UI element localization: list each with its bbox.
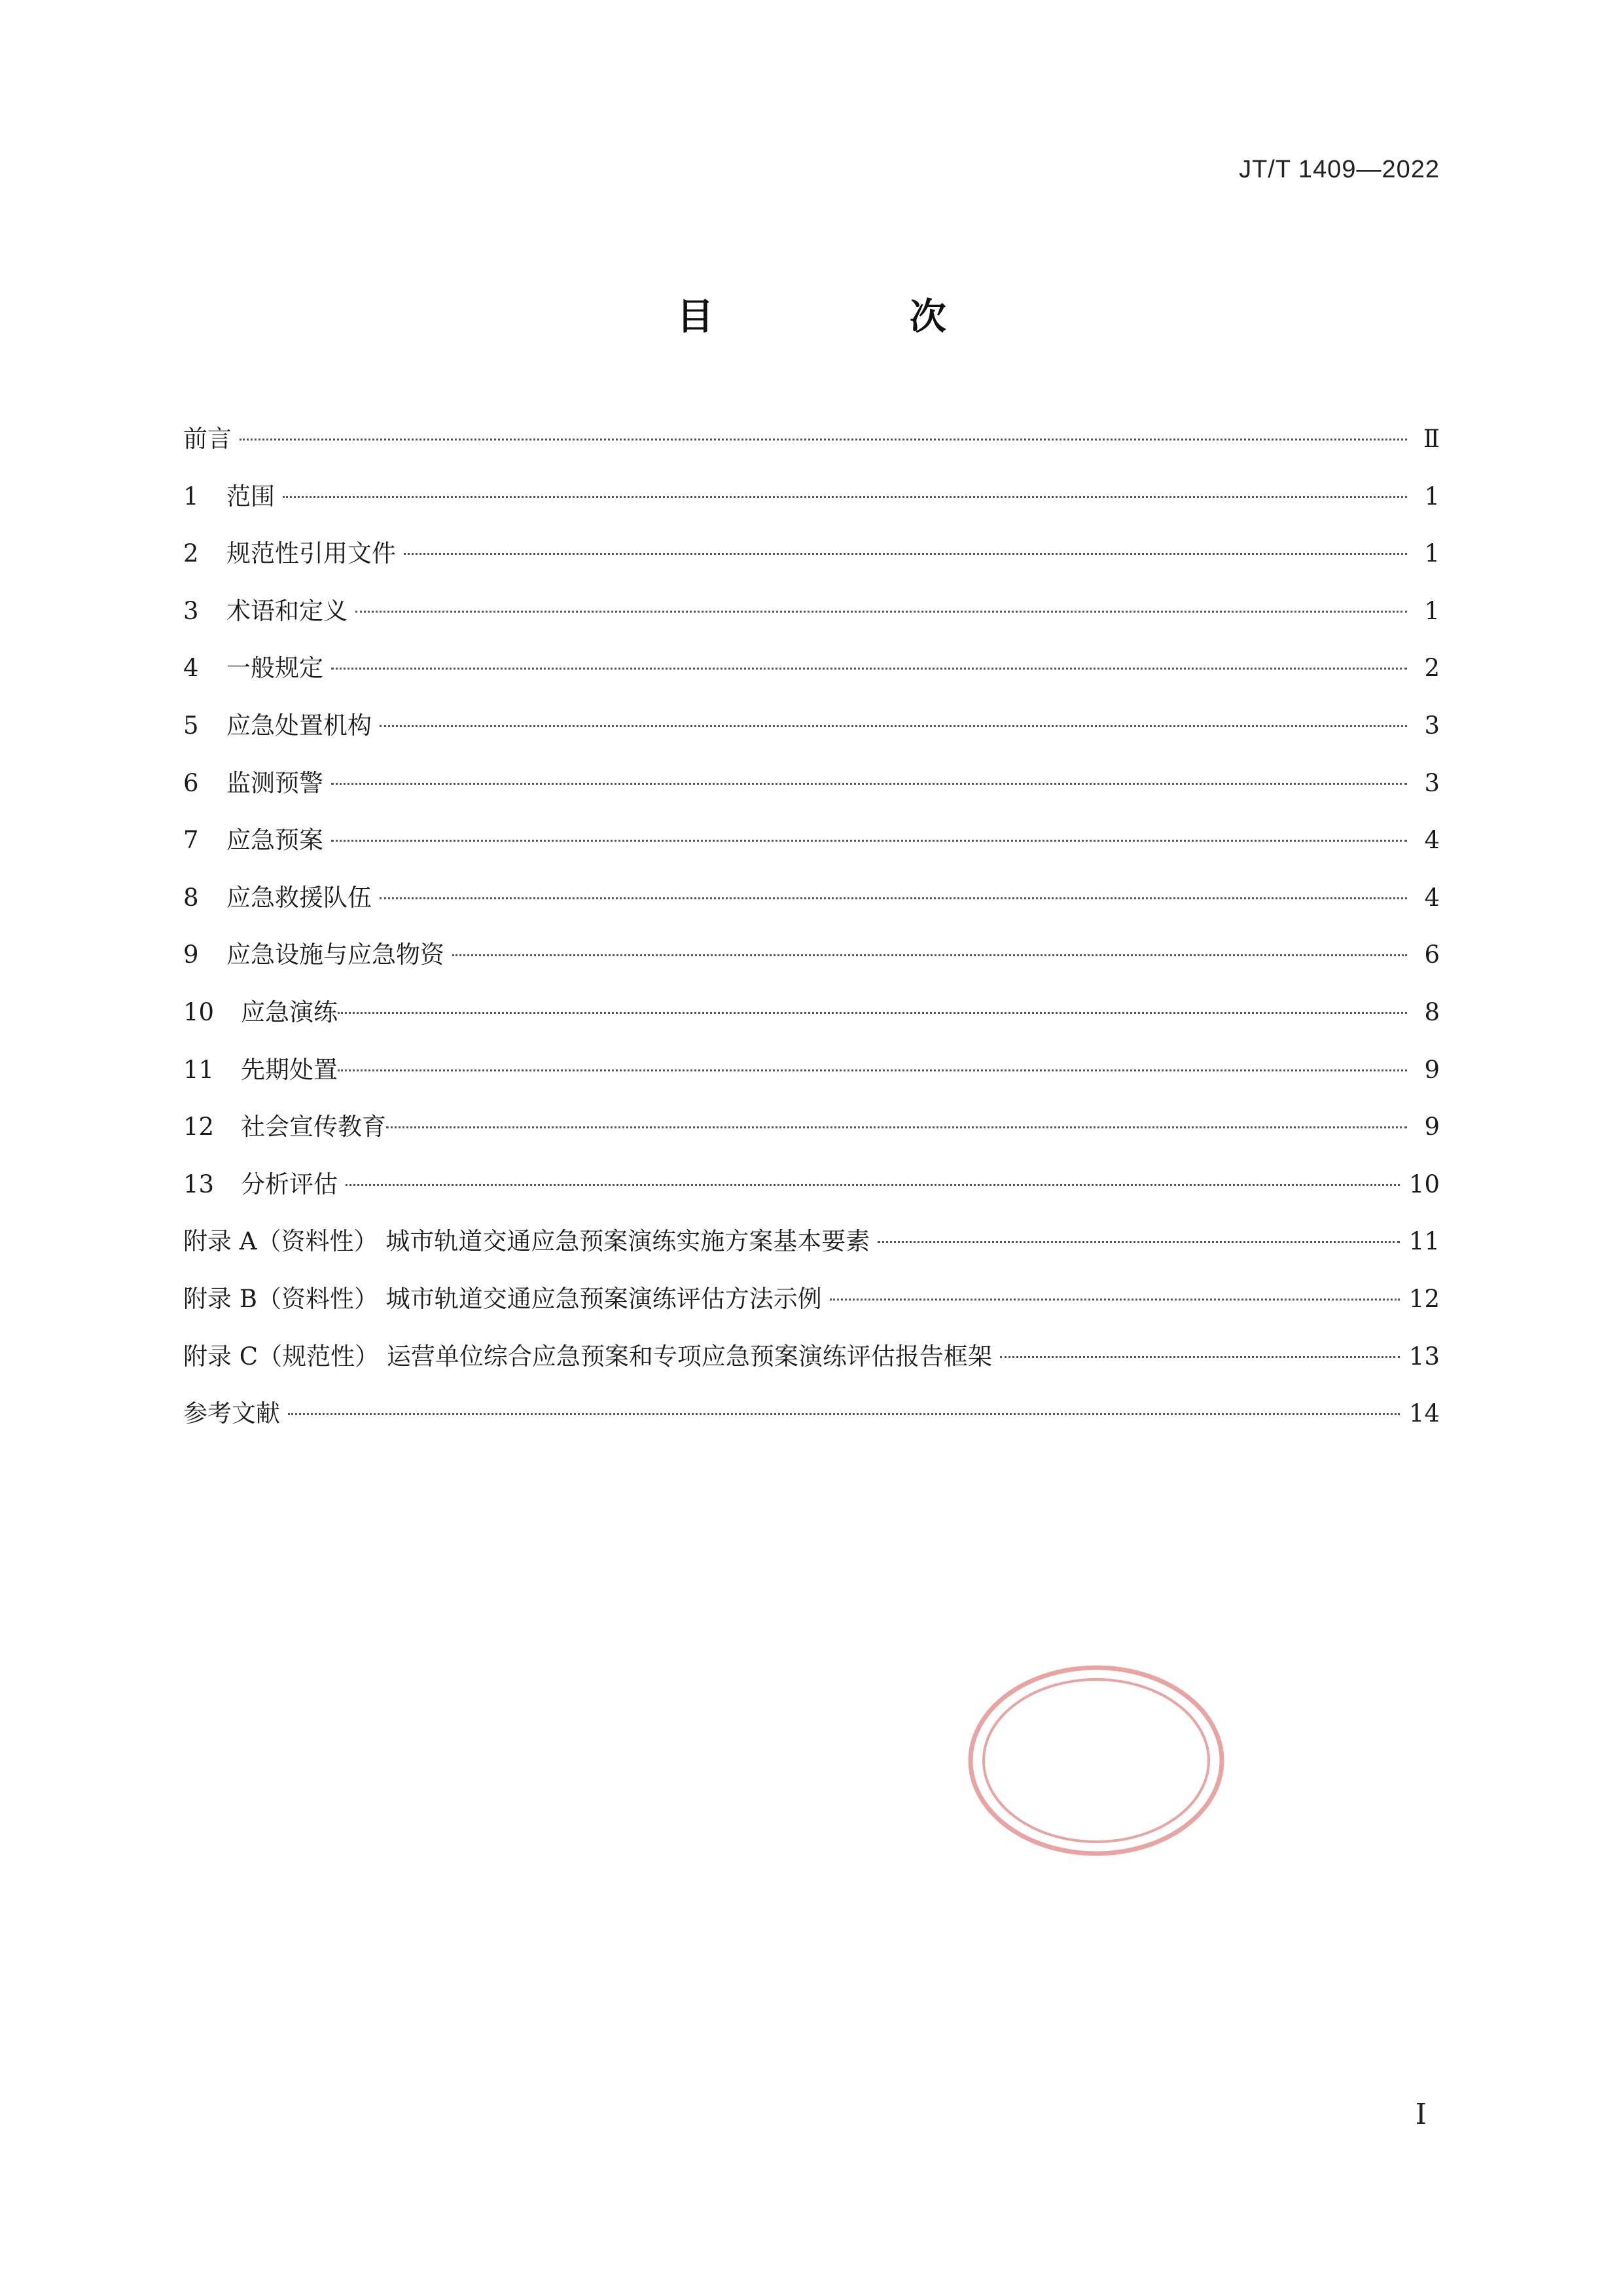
toc-entry-page: 6 — [1424, 941, 1440, 969]
toc-title: 目 次 — [677, 296, 1038, 338]
toc-entry-number: 1 — [183, 482, 199, 511]
toc-entry-page: 9 — [1424, 1113, 1440, 1141]
toc-entry-page: 2 — [1424, 654, 1440, 683]
toc-entry-number: 11 — [183, 1055, 215, 1084]
toc-entry-label: 附录 B（资料性） 城市轨道交通应急预案演练评估方法示例 — [183, 1284, 822, 1313]
toc-entry-5[interactable] — [183, 708, 1440, 766]
toc-leader-dots — [380, 897, 1407, 899]
toc-entry-bibliography[interactable] — [183, 1396, 1440, 1454]
toc-entry-label: 社会宣传教育 — [241, 1113, 386, 1141]
toc-leader-dots — [380, 725, 1407, 727]
toc-entry-preface[interactable] — [183, 422, 1440, 479]
toc-entry-page: 1 — [1424, 596, 1440, 625]
toc-entry-page: 4 — [1424, 826, 1440, 855]
toc-entry-number: 8 — [183, 883, 199, 912]
toc-leader-dots — [331, 668, 1407, 670]
toc-entry-label: 监测预警 — [226, 768, 323, 797]
toc-leader-dots — [452, 954, 1407, 956]
toc-leader-dots — [338, 1069, 1407, 1071]
toc-entry-label: 附录 A（资料性） 城市轨道交通应急预案演练实施方案基本要素 — [183, 1227, 870, 1256]
toc-entry-label: 应急救援队伍 — [226, 883, 372, 912]
toc-entry-page: 3 — [1424, 768, 1440, 797]
toc-entry-6[interactable] — [183, 766, 1440, 823]
toc-entry-number: 2 — [183, 539, 199, 568]
toc-entry-page: 10 — [1408, 1170, 1440, 1198]
toc-leader-dots — [386, 1126, 1407, 1128]
toc-entry-number: 4 — [183, 654, 199, 683]
toc-entry-label: 应急演练 — [241, 997, 338, 1026]
toc-entry-annex-b[interactable] — [183, 1282, 1440, 1339]
toc-entry-label: 范围 — [226, 482, 275, 511]
toc-entry-page: 12 — [1408, 1284, 1440, 1313]
toc-leader-dots — [1000, 1356, 1400, 1358]
toc-entry-12[interactable] — [183, 1109, 1440, 1167]
toc-leader-dots — [240, 439, 1407, 440]
toc-entry-13[interactable] — [183, 1167, 1440, 1225]
table-of-contents — [183, 422, 1440, 1454]
toc-entry-7[interactable] — [183, 823, 1440, 880]
toc-entry-label: 规范性引用文件 — [226, 539, 396, 568]
page-number: Ⅰ — [1415, 2098, 1427, 2131]
toc-entry-annex-c[interactable] — [183, 1339, 1440, 1397]
toc-entry-1[interactable] — [183, 479, 1440, 537]
toc-leader-dots — [331, 840, 1407, 842]
toc-entry-page: 3 — [1424, 711, 1440, 740]
toc-entry-page: 1 — [1424, 539, 1440, 568]
toc-entry-number: 9 — [183, 941, 199, 969]
toc-entry-label: 前言 — [183, 425, 232, 453]
toc-leader-dots — [830, 1299, 1400, 1300]
toc-entry-2[interactable] — [183, 536, 1440, 594]
toc-entry-number: 10 — [183, 997, 215, 1026]
toc-leader-dots — [346, 1184, 1400, 1186]
toc-entry-11[interactable] — [183, 1052, 1440, 1110]
toc-entry-annex-a[interactable] — [183, 1224, 1440, 1282]
toc-entry-4[interactable] — [183, 651, 1440, 708]
toc-entry-label: 应急处置机构 — [226, 711, 372, 740]
toc-entry-number: 12 — [183, 1113, 215, 1141]
toc-leader-dots — [404, 553, 1407, 555]
toc-entry-page: 1 — [1424, 482, 1440, 511]
toc-entry-label: 术语和定义 — [226, 596, 348, 625]
toc-entry-number: 13 — [183, 1170, 215, 1198]
toc-entry-page: 8 — [1424, 997, 1440, 1026]
toc-leader-dots — [355, 611, 1407, 613]
toc-entry-page: 14 — [1408, 1399, 1440, 1428]
toc-entry-number: 3 — [183, 596, 199, 625]
toc-entry-label: 先期处置 — [241, 1055, 338, 1084]
toc-entry-page: 13 — [1408, 1342, 1440, 1371]
toc-entry-label: 附录 C（规范性） 运营单位综合应急预案和专项应急预案演练评估报告框架 — [183, 1342, 992, 1371]
stamp-inner-ring — [984, 1679, 1209, 1842]
toc-leader-dots — [283, 496, 1407, 498]
toc-leader-dots — [331, 783, 1407, 785]
toc-entry-page: 9 — [1424, 1055, 1440, 1084]
jt-logo-stamp — [965, 1662, 1227, 1859]
toc-entry-8[interactable] — [183, 880, 1440, 938]
toc-leader-dots — [288, 1413, 1400, 1415]
toc-leader-dots — [338, 1012, 1407, 1014]
toc-entry-page: 11 — [1408, 1227, 1440, 1256]
toc-entry-10[interactable] — [183, 995, 1440, 1052]
toc-entry-number: 5 — [183, 711, 199, 740]
toc-entry-number: 6 — [183, 768, 199, 797]
toc-entry-label: 分析评估 — [241, 1170, 338, 1198]
toc-entry-label: 一般规定 — [226, 654, 323, 683]
toc-leader-dots — [878, 1241, 1400, 1243]
toc-entry-number: 7 — [183, 826, 199, 855]
toc-entry-label: 应急预案 — [226, 826, 323, 855]
stamp-outer-ring — [971, 1668, 1222, 1854]
toc-entry-3[interactable] — [183, 594, 1440, 651]
standard-code: JT/T 1409—2022 — [1239, 156, 1440, 183]
toc-entry-page: 4 — [1424, 883, 1440, 912]
toc-entry-label: 应急设施与应急物资 — [226, 941, 444, 969]
toc-entry-label: 参考文献 — [183, 1399, 280, 1428]
toc-entry-page: Ⅱ — [1423, 425, 1440, 453]
toc-entry-9[interactable] — [183, 937, 1440, 995]
